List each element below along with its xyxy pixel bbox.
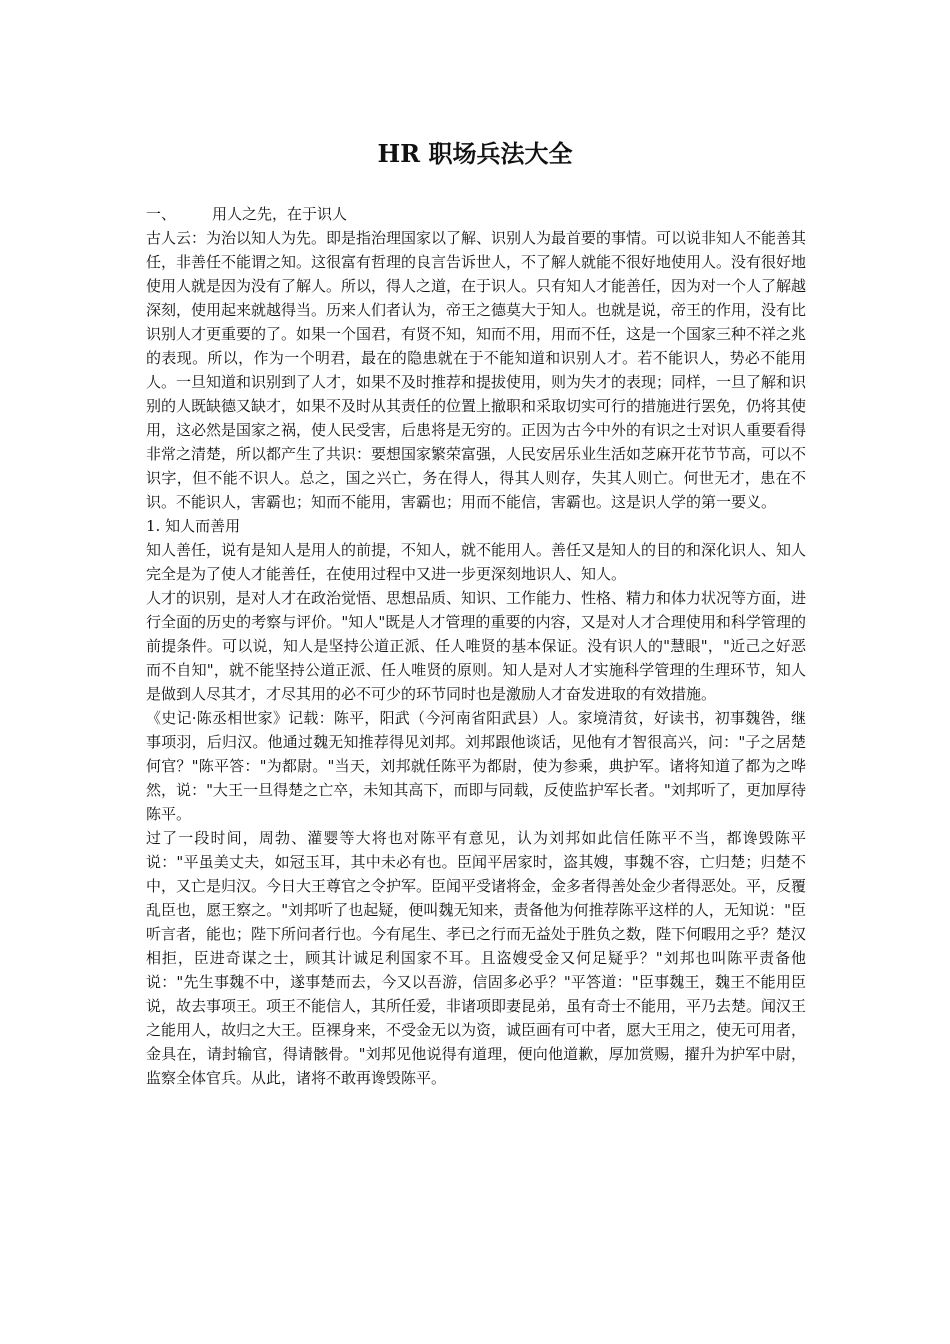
document-body bbox=[146, 202, 806, 1090]
section-heading-text: 用人之先，在于识人 bbox=[212, 205, 348, 223]
paragraph-talent-identification: 人才的识别，是对人才在政治觉悟、思想品质、知识、工作能力、性格、精力和体力状况等方面，进行全面的历史的考察与评价。"知人"既是人才管理的重要的内容，又是对人才合理使用和科学管理的前提条件。可以说，知人是坚持公道正派、任人唯贤的基本保证。没有识人的"慧眼"，"近己之好恶而不自知"，就不能坚持公道正派、任人唯贤的原则。知人是对人才实施科学管理的生理环节，知人是做到人尽其才，才尽其用的必不可少的环节同时也是激励人才奋发进取的有效措施。 bbox=[146, 589, 807, 703]
document-title: HR 职场兵法大全 bbox=[377, 139, 573, 168]
paragraph-chen-ping-history: 《史记·陈丞相世家》记载：陈平，阳武（今河南省阳武县）人。家境清贫，好读书，初事魏咎，继事项羽，后归汉。他通过魏无知推荐得见刘邦。刘邦跟他谈话，见他有才智很高兴，问："子之居楚何官？"陈平答："为都尉。"当天，刘邦就任陈平为都尉，使为参乘，典护军。诸将知道了都为之哗然，说："大王一旦得楚之亡卒，未知其高下，而即与同载，反使监护军长者。"刘邦听了，更加厚待陈平。 bbox=[146, 709, 806, 823]
subsection-heading: 1. 知人而善用 bbox=[146, 517, 241, 535]
section-number: 一、 bbox=[146, 205, 177, 223]
paragraph-intro: 古人云：为治以知人为先。即是指治理国家以了解、识别人为最首要的事情。可以说非知人不能善其任，非善任不能谓之知。这很富有哲理的良言告诉世人，不了解人就能不很好地使用人。没有很好地使用人就是因为没有了解人。所以，得人之道，在于识人。只有知人才能善任，因为对一个人了解越深刻，使用起来就越得当。历来人们者认为，帝王之德莫大于知人。也就是说，帝王的作用，没有比识别人才更重要的了。如果一个国君，有贤不知，知而不用，用而不任，这是一个国家三种不祥之兆的表现。所以，作为一个明君，最在的隐患就在于不能知道和识别人才。若不能识人，势必不能用人。一旦知道和识别到了人才，如果不及时推荐和提拔使用，则为失才的表现；同样，一旦了解和识别的人既缺德又缺才，如果不及时从其责任的位置上撤职和采取切实可行的措施进行罢免，仍将其使用，这必然是国家之祸，使人民受害，后患将是无穷的。正因为古今中外的有识之士对识人重要看得非常之清楚，所以都产生了共识：要想国家繁荣富强，人民安居乐业生活如芝麻开花节节高，可以不识字，但不能不识人。总之，国之兴亡，务在得人，得其人则存，失其人则亡。何世无才，患在不识。不能识人，害霸也；知而不能用，害霸也；用而不能信，害霸也。这是识人学的第一要义。 bbox=[146, 229, 807, 511]
paragraph-chen-ping-story: 过了一段时间，周勃、灌婴等大将也对陈平有意见，认为刘邦如此信任陈平不当，都谗毁陈平说："平虽美丈夫，如冠玉耳，其中未必有也。臣闻平居家时，盗其嫂，事魏不容，亡归楚；归楚不中，又亡是归汉。今日大王尊官之令护军。臣闻平受诸将金，金多者得善处金少者得恶处。平，反覆乱臣也，愿王察之。"刘邦听了也起疑，便叫魏无知来，责备他为何推荐陈平这样的人，无知说："臣听言者，能也；陛下所问者行也。今有尾生、孝已之行而无益处于胜负之数，陛下何暇用之乎？楚汉相拒，臣进奇谋之士，顾其计诚足利国家不耳。且盗嫂受金又何足疑乎？"刘邦也叫陈平责备他说："先生事魏不中，遂事楚而去，今又以吾游，信固多必乎？"平答道："臣事魏王，魏王不能用臣说，故去事项王。项王不能信人，其所任爱，非诸项即妻昆弟，虽有奇士不能用，平乃去楚。闻汉王之能用人，故归之大王。臣裸身来，不受金无以为资，诚臣画有可中者，愿大王用之，使无可用者，金具在，请封输官，得请骸骨。"刘邦见他说得有道理，便向他道歉，厚加赏赐，擢升为护军中尉，监察全体官兵。从此，诸将不敢再谗毁陈平。 bbox=[146, 829, 807, 1087]
paragraph-know-and-use: 知人善任，说有是知人是用人的前提，不知人，就不能用人。善任又是知人的目的和深化识人、知人完全是为了使人才能善任，在使用过程中又进一步更深刻地识人、知人。 bbox=[146, 541, 807, 583]
section-heading bbox=[146, 202, 806, 226]
